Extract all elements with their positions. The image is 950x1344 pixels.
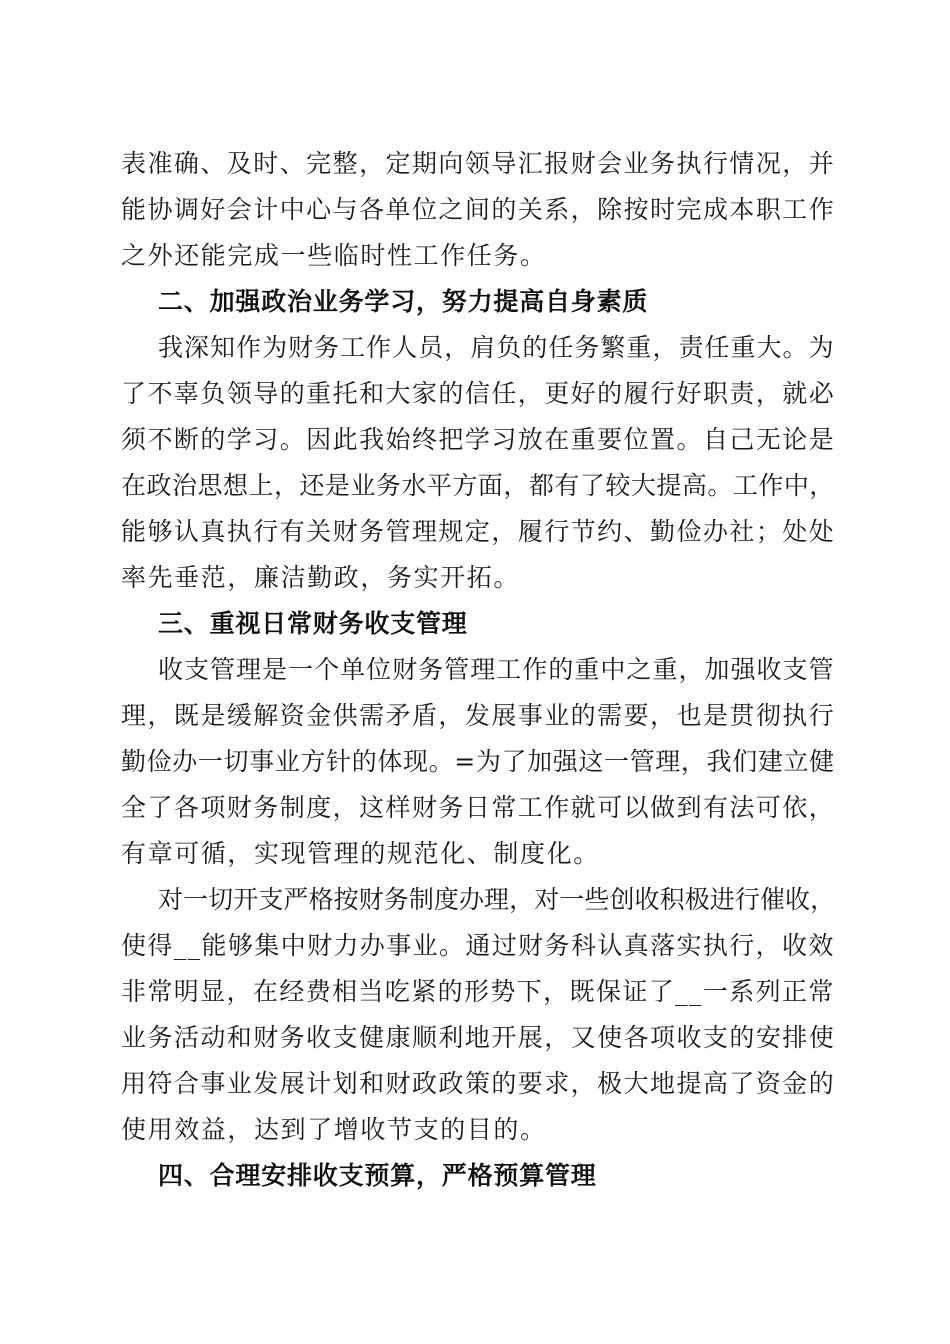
- paragraph-line: 须不断的学习。因此我始终把学习放在重要位置。自己无论是: [121, 425, 836, 454]
- paragraph-line: 用符合事业发展计划和财政政策的要求，极大地提高了资金的: [121, 1069, 836, 1098]
- paragraph-line: 业务活动和财务收支健康顺利地开展，又使各项收支的安排使: [121, 1023, 836, 1052]
- paragraph-line: 使得__能够集中财力办事业。通过财务科认真落实执行，收效: [121, 931, 835, 960]
- paragraph-line: 在政治思想上，还是业务水平方面，都有了较大提高。工作中，: [121, 471, 835, 500]
- paragraph-line: 表准确、及时、完整，定期向领导汇报财会业务执行情况，并: [121, 149, 836, 178]
- paragraph-line: 能够认真执行有关财务管理规定，履行节约、勤俭办社；处处: [121, 517, 836, 546]
- paragraph-line: 我深知作为财务工作人员，肩负的任务繁重，责任重大。为: [158, 333, 835, 362]
- paragraph-line: 非常明显，在经费相当吃紧的形势下，既保证了__一系列正常: [121, 977, 835, 1006]
- paragraph-line: 了不辜负领导的重托和大家的信任，更好的履行好职责，就必: [121, 379, 836, 408]
- section-heading: 二、加强政治业务学习，努力提高自身素质: [158, 287, 649, 316]
- paragraph-line: 有章可循，实现管理的规范化、制度化。: [121, 839, 600, 868]
- paragraph-line: 勤俭办一切事业方针的体现。=为了加强这一管理，我们建立健: [121, 747, 835, 776]
- paragraph-line: 率先垂范，廉洁勤政，务实开拓。: [121, 563, 521, 592]
- paragraph-line: 之外还能完成一些临时性工作任务。: [121, 241, 547, 270]
- paragraph-line: 理，既是缓解资金供需矛盾，发展事业的需要，也是贯彻执行: [121, 701, 836, 730]
- paragraph-line: 对一切开支严格按财务制度办理，对一些创收积极进行催收，: [158, 885, 836, 914]
- paragraph-line: 使用效益，达到了增收节支的目的。: [121, 1115, 547, 1144]
- paragraph-line: 收支管理是一个单位财务管理工作的重中之重，加强收支管: [158, 655, 835, 684]
- section-heading: 三、重视日常财务收支管理: [158, 609, 468, 638]
- paragraph-line: 全了各项财务制度，这样财务日常工作就可以做到有法可依，: [121, 793, 836, 822]
- section-heading: 四、合理安排收支预算，严格预算管理: [158, 1161, 597, 1190]
- paragraph-line: 能协调好会计中心与各单位之间的关系，除按时完成本职工作: [121, 195, 836, 224]
